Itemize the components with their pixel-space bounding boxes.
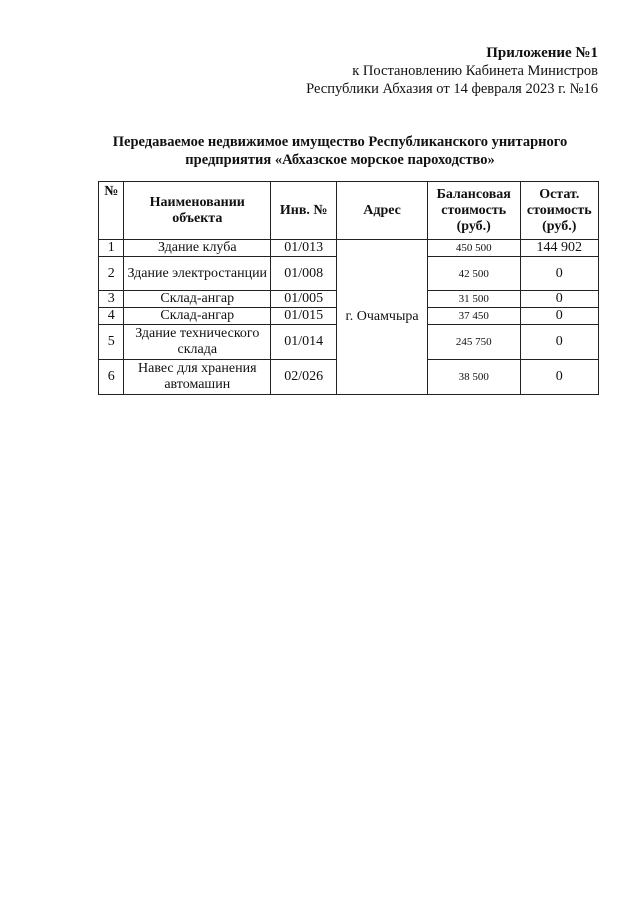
- header-object-name: Наименовании объекта: [124, 182, 271, 240]
- row-number: 3: [99, 291, 124, 308]
- appendix-line-1: к Постановлению Кабинета Министров: [352, 63, 598, 79]
- document-title-line-2: предприятия «Абхазское морское пароходство»: [185, 152, 495, 168]
- row-balance-value: 245 750: [427, 325, 520, 360]
- appendix-line-2: Республики Абхазия от 14 февраля 2023 г. №16: [306, 81, 598, 97]
- row-inventory-number: 01/013: [271, 240, 337, 257]
- row-residual-value: 0: [520, 308, 598, 325]
- row-number: 5: [99, 325, 124, 360]
- row-balance-value: 38 500: [427, 360, 520, 395]
- row-balance-value: 450 500: [427, 240, 520, 257]
- row-object-name: Здание электростанции: [124, 257, 271, 291]
- header-inventory-number: Инв. №: [271, 182, 337, 240]
- header-balance-value: Балансовая стоимость (руб.): [427, 182, 520, 240]
- row-number: 6: [99, 360, 124, 395]
- appendix-title: Приложение №1: [486, 45, 598, 61]
- row-object-name: Склад-ангар: [124, 291, 271, 308]
- header-address: Адрес: [337, 182, 428, 240]
- row-residual-value: 0: [520, 291, 598, 308]
- row-object-name: Здание технического склада: [124, 325, 271, 360]
- row-number: 4: [99, 308, 124, 325]
- header-number: №: [99, 182, 124, 240]
- assets-table: [98, 181, 599, 395]
- row-inventory-number: 02/026: [271, 360, 337, 395]
- row-number: 2: [99, 257, 124, 291]
- row-balance-value: 42 500: [427, 257, 520, 291]
- row-inventory-number: 01/005: [271, 291, 337, 308]
- row-inventory-number: 01/008: [271, 257, 337, 291]
- table-row: [99, 240, 599, 257]
- row-address: г. Очамчыра: [337, 240, 428, 395]
- row-residual-value: 0: [520, 360, 598, 395]
- header-residual-value: Остат. стоимость (руб.): [520, 182, 598, 240]
- row-inventory-number: 01/014: [271, 325, 337, 360]
- row-object-name: Склад-ангар: [124, 308, 271, 325]
- row-residual-value: 0: [520, 325, 598, 360]
- document-title: [60, 133, 620, 169]
- row-balance-value: 37 450: [427, 308, 520, 325]
- document-title-line-1: Передаваемое недвижимое имущество Республиканского унитарного: [112, 134, 568, 150]
- row-balance-value: 31 500: [427, 291, 520, 308]
- row-object-name: Здание клуба: [124, 240, 271, 257]
- appendix-header: [306, 44, 598, 98]
- row-residual-value: 0: [520, 257, 598, 291]
- row-number: 1: [99, 240, 124, 257]
- row-residual-value: 144 902: [520, 240, 598, 257]
- table-header-row: [99, 182, 599, 240]
- row-object-name: Навес для хранения автомашин: [124, 360, 271, 395]
- row-inventory-number: 01/015: [271, 308, 337, 325]
